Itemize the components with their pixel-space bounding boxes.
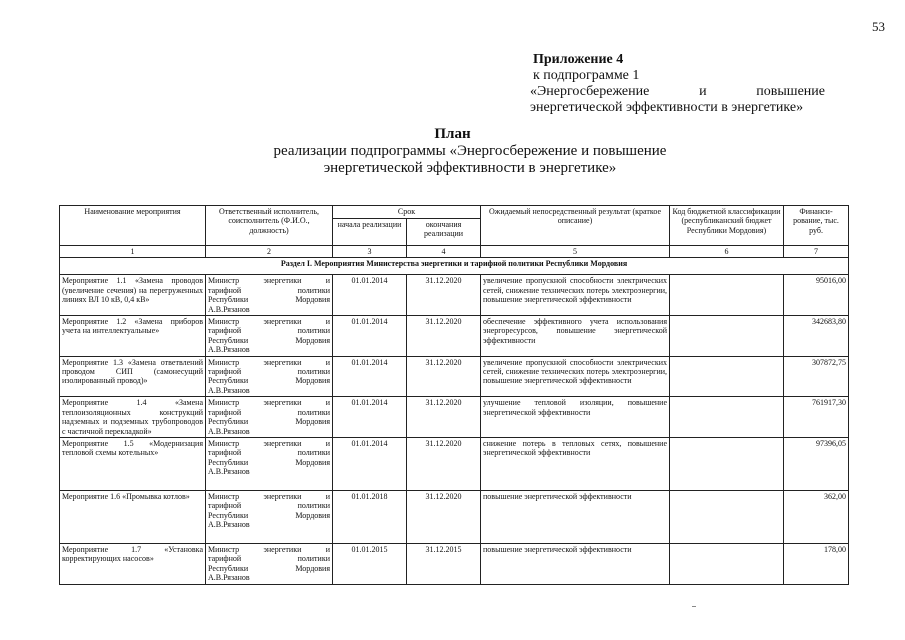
responsible-line: Республики Мордовия: [208, 335, 330, 345]
responsible-line: тарифной политики: [208, 367, 330, 377]
responsible-line: Министр энергетики и: [208, 276, 330, 286]
cell-result: увеличение пропускной способности электрических сетей, снижение технических потерь электроэнергии, повышение энергетической эффективности: [481, 356, 670, 397]
responsible-line: Республики Мордовия: [208, 295, 330, 305]
cell-amount: 95016,00: [784, 275, 849, 316]
cell-name: Мероприятие 1.7 «Установка корректирующих насосов»: [60, 543, 206, 584]
cell-name: Мероприятие 1.3 «Замена ответвлений проводом СИП (самонесущий изолированный провод)»: [60, 356, 206, 397]
cell-budget-code: [670, 356, 784, 397]
column-number: 2: [206, 246, 333, 258]
responsible-line: Министр энергетики и: [208, 544, 330, 554]
cell-start: 01.01.2014: [333, 275, 407, 316]
responsible-line: тарифной политики: [208, 326, 330, 336]
header-term: Срок: [333, 206, 481, 219]
responsible-line: Республики Мордовия: [208, 563, 330, 573]
responsible-line: Республики Мордовия: [208, 417, 330, 427]
cell-result: увеличение пропускной способности электрических сетей, снижение технических потерь электроэнергии, повышение энергетической эффективности: [481, 275, 670, 316]
plan-subtitle: [240, 143, 700, 177]
cell-budget-code: [670, 490, 784, 543]
responsible-line: тарифной политики: [208, 501, 330, 511]
table-row: [60, 397, 849, 438]
responsible-line: Министр энергетики и: [208, 398, 330, 408]
cell-start: 01.01.2014: [333, 397, 407, 438]
column-number: 1: [60, 246, 206, 258]
cell-start: 01.01.2018: [333, 490, 407, 543]
cell-budget-code: [670, 397, 784, 438]
responsible-line: тарифной политики: [208, 285, 330, 295]
appendix-line3: энергетической эффективности в энергетике»: [530, 100, 804, 115]
cell-responsible: [206, 275, 333, 316]
cell-name: Мероприятие 1.5 «Модернизация тепловой схемы котельных»: [60, 437, 206, 490]
cell-amount: 342683,80: [784, 316, 849, 357]
responsible-line: А.В.Рязанов: [208, 467, 250, 477]
column-number: 7: [784, 246, 849, 258]
appendix-line2: «Энергосбережение и повышение: [530, 84, 825, 99]
cell-responsible: [206, 543, 333, 584]
cell-name: Мероприятие 1.1 «Замена проводов (увеличение сечения) на перегруженных линиях ВЛ 10 кВ, 0,4 кВ»: [60, 275, 206, 316]
cell-amount: 97396,05: [784, 437, 849, 490]
cell-amount: 178,00: [784, 543, 849, 584]
responsible-line: Республики Мордовия: [208, 457, 330, 467]
cell-result: обеспечение эффективного учета использования энергоресурсов, повышение энергетической эффективности: [481, 316, 670, 357]
scan-mark: [692, 606, 696, 607]
cell-start: 01.01.2014: [333, 437, 407, 490]
cell-end: 31.12.2020: [407, 397, 481, 438]
header-budget-code: Код бюджетной классификации (республиканский бюджет Республики Мордовия): [670, 206, 784, 246]
cell-end: 31.12.2020: [407, 490, 481, 543]
plan-subtitle-line1: реализации подпрограммы «Энергосбережение и повышение: [273, 143, 667, 159]
cell-end: 31.12.2020: [407, 275, 481, 316]
responsible-line: А.В.Рязанов: [208, 345, 250, 355]
header-financing: Финанси-рование, тыс. руб.: [784, 206, 849, 246]
cell-budget-code: [670, 275, 784, 316]
responsible-line: Министр энергетики и: [208, 438, 330, 448]
table-row: [60, 543, 849, 584]
cell-name: Мероприятие 1.6 «Промывка котлов»: [60, 490, 206, 543]
responsible-line: А.В.Рязанов: [208, 573, 250, 583]
cell-result: снижение потерь в тепловых сетях, повышение энергетической эффективности: [481, 437, 670, 490]
header-name: Наименование мероприятия: [60, 206, 206, 246]
header-end: окончания реализации: [407, 219, 481, 246]
page-number: 53: [872, 19, 885, 34]
table-row: [60, 490, 849, 543]
responsible-line: Министр энергетики и: [208, 491, 330, 501]
cell-responsible: [206, 356, 333, 397]
cell-end: 31.12.2015: [407, 543, 481, 584]
header-result: Ожидаемый непосредственный результат (краткое описание): [481, 206, 670, 246]
table-row: [60, 437, 849, 490]
table-row: [60, 316, 849, 357]
responsible-line: Министр энергетики и: [208, 357, 330, 367]
table-row: [60, 275, 849, 316]
cell-start: 01.01.2014: [333, 316, 407, 357]
cell-start: 01.01.2015: [333, 543, 407, 584]
cell-result: повышение энергетической эффективности: [481, 543, 670, 584]
column-number: 6: [670, 246, 784, 258]
cell-responsible: [206, 397, 333, 438]
cell-end: 31.12.2020: [407, 437, 481, 490]
responsible-line: А.В.Рязанов: [208, 426, 250, 436]
cell-responsible: [206, 490, 333, 543]
cell-amount: 362,00: [784, 490, 849, 543]
responsible-line: тарифной политики: [208, 448, 330, 458]
responsible-line: Министр энергетики и: [208, 317, 330, 327]
cell-amount: 761917,30: [784, 397, 849, 438]
responsible-line: А.В.Рязанов: [208, 304, 250, 314]
cell-responsible: [206, 437, 333, 490]
column-number: 4: [407, 246, 481, 258]
cell-name: Мероприятие 1.4 «Замена теплоизоляционных конструкций надземных и подземных трубопроводов с частичной перекладкой»: [60, 397, 206, 438]
column-number-row: [60, 246, 849, 258]
responsible-line: Республики Мордовия: [208, 510, 330, 520]
cell-amount: 307872,75: [784, 356, 849, 397]
column-number: 5: [481, 246, 670, 258]
header-responsible: Ответственный исполнитель, соисполнитель (Ф.И.О., должность): [206, 206, 333, 246]
section-heading: Раздел I. Мероприятия Министерства энергетики и тарифной политики Республики Мордовия: [60, 258, 849, 275]
column-number: 3: [333, 246, 407, 258]
appendix-line1: к подпрограмме 1: [533, 68, 640, 83]
cell-budget-code: [670, 543, 784, 584]
plan-table: [59, 205, 849, 585]
header-start: начала реализации: [333, 219, 407, 246]
appendix-title: Приложение 4: [533, 52, 624, 67]
cell-end: 31.12.2020: [407, 316, 481, 357]
cell-end: 31.12.2020: [407, 356, 481, 397]
plan-title: План: [434, 126, 471, 142]
responsible-line: А.В.Рязанов: [208, 520, 250, 530]
cell-budget-code: [670, 316, 784, 357]
responsible-line: тарифной политики: [208, 407, 330, 417]
responsible-line: тарифной политики: [208, 554, 330, 564]
cell-budget-code: [670, 437, 784, 490]
cell-result: повышение энергетической эффективности: [481, 490, 670, 543]
cell-responsible: [206, 316, 333, 357]
plan-subtitle-line2: энергетической эффективности в энергетике»: [323, 160, 617, 176]
responsible-line: А.В.Рязанов: [208, 385, 250, 395]
cell-name: Мероприятие 1.2 «Замена приборов учета на интеллектуальные»: [60, 316, 206, 357]
cell-result: улучшение тепловой изоляции, повышение энергетической эффективности: [481, 397, 670, 438]
appendix-block: [530, 52, 825, 116]
cell-start: 01.01.2014: [333, 356, 407, 397]
table-row: [60, 356, 849, 397]
responsible-line: Республики Мордовия: [208, 376, 330, 386]
